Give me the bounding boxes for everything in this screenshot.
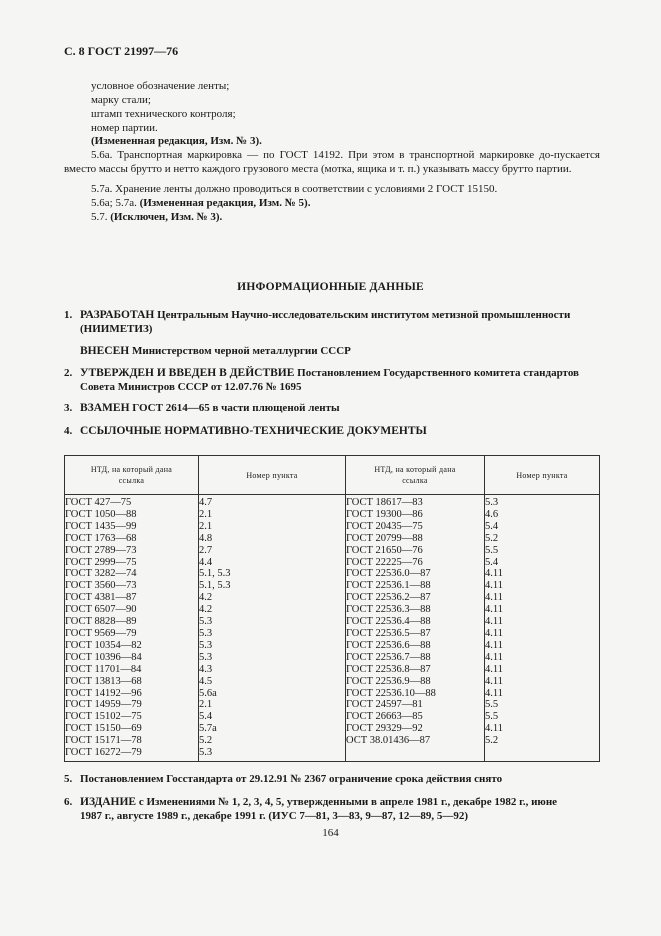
paragraph-5-7-note: (Исключен, Изм. № 3).	[110, 211, 223, 223]
left-doc-item: ГОСТ 1435—99	[65, 520, 137, 532]
paragraph-5-6a: 5.6а. Транспортная маркировка — по ГОСТ 14192. При этом в транспортной маркировке до-пускается вместо массы брутто и нетто каждого грузового места (мотка, ящика и т. п.) указывать массу брутто партии.	[64, 149, 600, 175]
right-point-item: 5.2	[485, 532, 499, 544]
paragraph-5-6a-5-7a-note: (Измененная редакция, Изм. № 5).	[139, 197, 311, 209]
left-point-item: 5.3	[199, 747, 213, 759]
section-6-text-cont: 1987 г., августе 1989 г., декабре 1991 г. (ИУС 7—81, 3—83, 9—87, 12—89, 5—92)	[80, 810, 469, 822]
section-2-text: Постановлением Государственного комитета стандартов	[297, 367, 579, 379]
left-point-item: 2.1	[199, 508, 213, 520]
marking-line-3: штамп технического контроля;	[91, 108, 236, 120]
left-point-item: 5.1, 5.3	[199, 568, 231, 580]
section-3-number: 3.	[64, 402, 73, 414]
left-point-item: 2.1	[199, 699, 213, 711]
right-point-item: 4.11	[485, 663, 503, 675]
section-5-number: 5.	[64, 773, 73, 785]
page-header: С. 8 ГОСТ 21997—76	[64, 44, 179, 58]
edit-note-1: (Измененная редакция, Изм. № 3).	[91, 135, 262, 147]
info-heading: ИНФОРМАЦИОННЫЕ ДАННЫЕ	[237, 281, 424, 293]
right-doc-item: ГОСТ 24597—81	[346, 699, 423, 711]
right-doc-item: ГОСТ 29329—92	[346, 723, 423, 735]
right-doc-item: ГОСТ 26663—85	[346, 711, 423, 723]
section-1-text-cont: (НИИМЕТИЗ)	[80, 323, 153, 335]
marking-line-4: номер партии.	[91, 122, 158, 134]
left-point-item: 5.4	[199, 711, 213, 723]
section-3-lead: ВЗАМЕН	[80, 402, 130, 414]
right-point-item: 5.5	[485, 699, 499, 711]
left-doc-item: ГОСТ 2789—73	[65, 544, 137, 556]
right-doc-item: ГОСТ 22536.4—88	[346, 616, 431, 628]
marking-line-1: условное обозначение ленты;	[91, 80, 230, 92]
table-header-row	[65, 456, 600, 495]
section-4-text: ССЫЛОЧНЫЕ НОРМАТИВНО-ТЕХНИЧЕСКИЕ ДОКУМЕНТЫ	[80, 425, 427, 437]
section-6-lead: ИЗДАНИЕ	[80, 796, 137, 808]
right-point-item: 4.11	[485, 604, 503, 616]
left-doc-item: ГОСТ 13813—68	[65, 675, 142, 687]
right-doc-item: ГОСТ 22536.3—88	[346, 604, 431, 616]
left-point-item: 5.2	[199, 735, 213, 747]
paragraph-5-6a-5-7a-prefix: 5.6а; 5.7а.	[91, 197, 137, 209]
left-doc-item: ГОСТ 11701—84	[65, 663, 142, 675]
section-4	[64, 424, 602, 438]
left-doc-item: ГОСТ 2999—75	[65, 556, 137, 568]
col-point-header-left: Номер пункта	[199, 456, 346, 495]
right-doc-item: ГОСТ 22536.5—87	[346, 627, 431, 639]
col-ntd-header-right: НТД, на который дана ссылка	[346, 456, 485, 495]
right-point-item: 4.11	[485, 651, 503, 663]
left-point-item: 2.7	[199, 544, 213, 556]
section-5	[64, 772, 602, 786]
left-doc-item: ГОСТ 427—75	[65, 497, 132, 508]
right-point-item: 4.11	[485, 627, 503, 639]
right-point-item: 5.4	[485, 556, 499, 568]
section-1-number: 1.	[64, 309, 73, 321]
right-doc-item: ГОСТ 22536.1—88	[346, 580, 431, 592]
right-doc-item: ГОСТ 22536.7—88	[346, 651, 431, 663]
section-2-lead: УТВЕРЖДЕН И ВВЕДЕН В ДЕЙСТВИЕ	[80, 367, 295, 379]
section-6	[64, 795, 602, 823]
left-doc-item: ГОСТ 8828—89	[65, 616, 137, 628]
right-point-item: 4.11	[485, 568, 503, 580]
left-doc-item: ГОСТ 1050—88	[65, 508, 137, 520]
section-1-submitted-lead: ВНЕСЕН	[80, 345, 130, 357]
left-doc-item: ГОСТ 3560—73	[65, 580, 137, 592]
left-point-item: 4.5	[199, 675, 213, 687]
reference-documents-table	[64, 455, 600, 762]
right-point-item: 4.11	[485, 580, 503, 592]
left-doc-item: ГОСТ 15171—78	[65, 735, 142, 747]
left-doc-item: ГОСТ 10396—84	[65, 651, 142, 663]
section-4-number: 4.	[64, 425, 73, 437]
right-doc-item: ГОСТ 22536.2—87	[346, 592, 431, 604]
right-doc-item: ГОСТ 22536.9—88	[346, 675, 431, 687]
right-point-item: 5.3	[485, 497, 499, 508]
left-doc-item: ГОСТ 6507—90	[65, 604, 137, 616]
section-3-text: ГОСТ 2614—65 в части плющеной ленты	[132, 402, 340, 414]
left-points-cell	[199, 495, 346, 762]
section-1-submitted-text: Министерством черной металлургии СССР	[131, 345, 351, 357]
left-doc-item: ГОСТ 16272—79	[65, 747, 142, 759]
right-doc-item: ГОСТ 19300—86	[346, 508, 423, 520]
right-doc-item: ГОСТ 18617—83	[346, 497, 423, 508]
right-point-item: 4.11	[485, 675, 503, 687]
right-point-item: 4.11	[485, 592, 503, 604]
left-point-item: 4.7	[199, 497, 213, 508]
left-point-item: 5.1, 5.3	[199, 580, 231, 592]
left-point-item: 5.3	[199, 639, 213, 651]
left-doc-item: ГОСТ 15102—75	[65, 711, 142, 723]
table-row	[65, 495, 600, 762]
right-doc-item: ГОСТ 20799—88	[346, 532, 423, 544]
right-point-item: 5.2	[485, 735, 499, 747]
left-doc-item: ГОСТ 9569—79	[65, 627, 137, 639]
section-3	[64, 401, 602, 415]
right-doc-item: ГОСТ 22536.8—87	[346, 663, 431, 675]
section-2-number: 2.	[64, 367, 73, 379]
right-point-item: 4.11	[485, 723, 503, 735]
left-doc-item: ГОСТ 14959—79	[65, 699, 142, 711]
left-doc-item: ГОСТ 3282—74	[65, 568, 137, 580]
section-2-text-cont: Совета Министров СССР от 12.07.76 № 1695	[80, 381, 302, 393]
left-doc-item: ГОСТ 15150—69	[65, 723, 142, 735]
col-point-header-right: Номер пункта	[485, 456, 600, 495]
left-point-item: 4.2	[199, 604, 213, 616]
page-number: 164	[322, 827, 339, 839]
right-point-item: 5.5	[485, 711, 499, 723]
right-point-item: 4.11	[485, 687, 503, 699]
left-point-item: 4.8	[199, 532, 213, 544]
right-docs-cell	[346, 495, 485, 762]
right-doc-item: ОСТ 38.01436—87	[346, 735, 431, 747]
col-ntd-header-left: НТД, на который дана ссылка	[65, 456, 199, 495]
right-point-item: 4.6	[485, 508, 499, 520]
left-point-item: 5.3	[199, 616, 213, 628]
right-point-item: 4.11	[485, 639, 503, 651]
left-point-item: 5.3	[199, 627, 213, 639]
left-doc-item: ГОСТ 10354—82	[65, 639, 142, 651]
section-6-number: 6.	[64, 796, 73, 808]
left-point-item: 4.4	[199, 556, 213, 568]
left-docs-cell	[65, 495, 199, 762]
left-doc-item: ГОСТ 4381—87	[65, 592, 137, 604]
right-point-item: 5.5	[485, 544, 499, 556]
left-point-item: 5.7а	[199, 723, 217, 735]
right-doc-item: ГОСТ 22536.10—88	[346, 687, 436, 699]
left-point-item: 5.3	[199, 651, 213, 663]
right-doc-item: ГОСТ 20435—75	[346, 520, 423, 532]
left-point-item: 4.3	[199, 663, 213, 675]
right-doc-item: ГОСТ 22225—76	[346, 556, 423, 568]
section-5-text: Постановлением Госстандарта от 29.12.91 № 2367 ограничение срока действия снято	[80, 773, 503, 785]
paragraph-5-6a-5-7a	[91, 196, 310, 210]
right-points-cell	[485, 495, 600, 762]
section-1-submitted	[80, 344, 618, 358]
marking-line-2: марку стали;	[91, 94, 151, 106]
left-point-item: 5.6а	[199, 687, 217, 699]
right-doc-item: ГОСТ 22536.6—88	[346, 639, 431, 651]
right-point-item: 4.11	[485, 616, 503, 628]
left-point-item: 2.1	[199, 520, 213, 532]
left-doc-item: ГОСТ 1763—68	[65, 532, 137, 544]
paragraph-5-7-prefix: 5.7.	[91, 211, 108, 223]
paragraph-5-7a: 5.7а. Хранение ленты должно проводиться в соответствии с условиями 2 ГОСТ 15150.	[91, 183, 498, 195]
section-1-text: Центральным Научно-исследовательским институтом метизной промышленности	[157, 309, 571, 321]
right-point-item: 5.4	[485, 520, 499, 532]
section-1-lead: РАЗРАБОТАН	[80, 309, 155, 321]
right-doc-item: ГОСТ 21650—76	[346, 544, 423, 556]
section-6-text: с Изменениями № 1, 2, 3, 4, 5, утвержденными в апреле 1981 г., декабре 1982 г., июне	[138, 796, 558, 808]
paragraph-5-7	[91, 210, 222, 224]
left-doc-item: ГОСТ 14192—96	[65, 687, 142, 699]
section-1	[64, 308, 602, 336]
right-doc-item: ГОСТ 22536.0—87	[346, 568, 431, 580]
section-2	[64, 366, 602, 394]
left-point-item: 4.2	[199, 592, 213, 604]
